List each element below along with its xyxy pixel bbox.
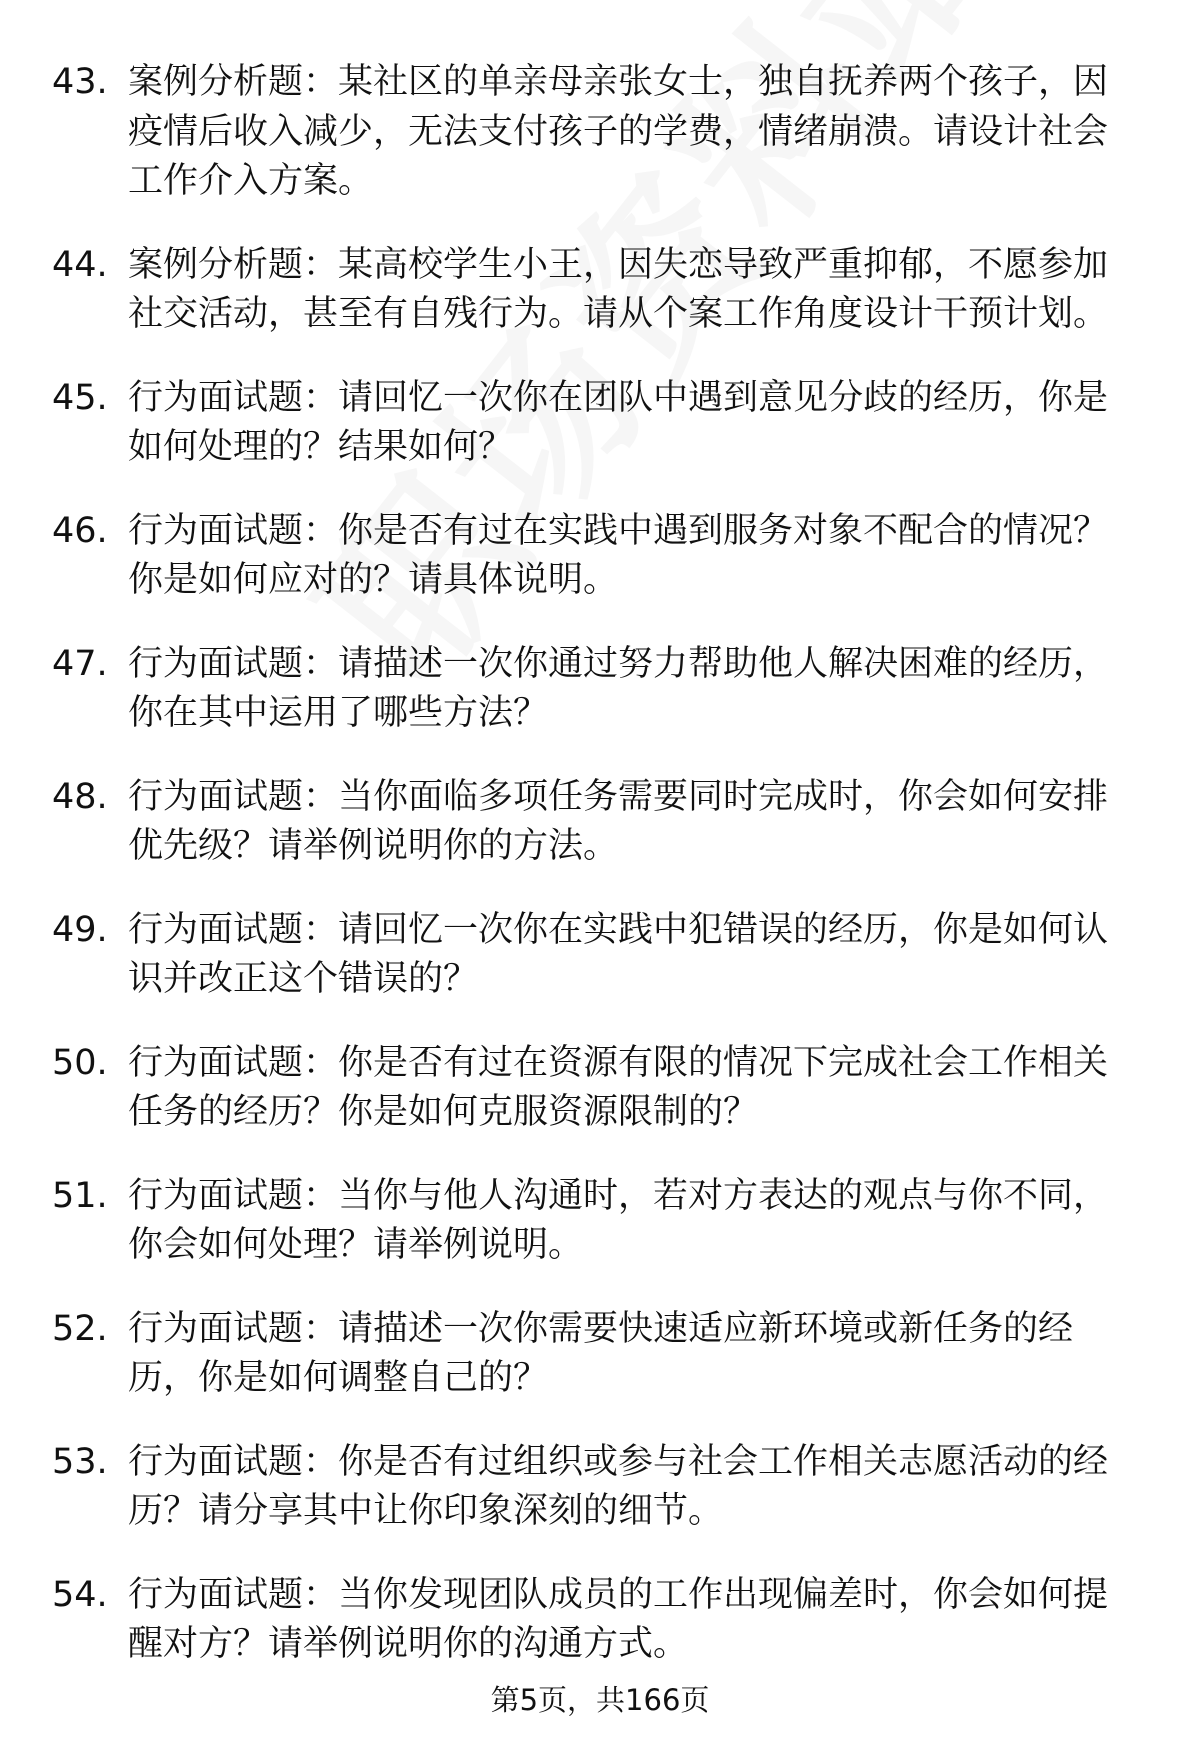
question-number: 47. — [52, 643, 108, 684]
question-number: 54. — [52, 1574, 108, 1615]
question-number: 49. — [52, 909, 108, 950]
question-text: 行为面试题：当你发现团队成员的工作出现偏差时，你会如何提醒对方？请举例说明你的沟通方式。 — [128, 1574, 1109, 1664]
question-number: 44. — [52, 244, 108, 285]
page-footer: 第5页，共166页 — [490, 1683, 710, 1717]
question-text: 行为面试题：请回忆一次你在实践中犯错误的经历，你是如何认识并改正这个错误的？ — [128, 909, 1109, 999]
question-item — [0, 1438, 1200, 1537]
question-number: 50. — [52, 1042, 108, 1083]
question-number: 46. — [52, 510, 108, 551]
question-item — [0, 906, 1200, 1005]
question-item — [0, 1305, 1200, 1404]
question-item — [0, 640, 1200, 739]
question-number: 53. — [52, 1441, 108, 1482]
question-text: 行为面试题：当你面临多项任务需要同时完成时，你会如何安排优先级？请举例说明你的方法。 — [128, 776, 1109, 866]
question-number: 51. — [52, 1175, 108, 1216]
question-text: 案例分析题：某高校学生小王，因失恋导致严重抑郁，不愿参加社交活动，甚至有自残行为。请从个案工作角度设计干预计划。 — [128, 244, 1109, 334]
question-item — [0, 1571, 1200, 1670]
question-item — [0, 1172, 1200, 1271]
question-text: 行为面试题：你是否有过组织或参与社会工作相关志愿活动的经历？请分享其中让你印象深刻的细节。 — [128, 1441, 1109, 1531]
question-item — [0, 507, 1200, 606]
question-text: 行为面试题：请描述一次你通过努力帮助他人解决困难的经历，你在其中运用了哪些方法？ — [128, 643, 1109, 733]
question-list — [0, 58, 1200, 1704]
question-text: 行为面试题：你是否有过在实践中遇到服务对象不配合的情况？你是如何应对的？请具体说明。 — [128, 510, 1109, 600]
question-item — [0, 773, 1200, 872]
question-item — [0, 241, 1200, 340]
question-number: 48. — [52, 776, 108, 817]
question-number: 52. — [52, 1308, 108, 1349]
question-item — [0, 374, 1200, 473]
question-text: 行为面试题：当你与他人沟通时，若对方表达的观点与你不同，你会如何处理？请举例说明。 — [128, 1175, 1109, 1265]
question-item — [0, 1039, 1200, 1138]
question-number: 43. — [52, 62, 108, 102]
question-text: 案例分析题：某社区的单亲母亲张女士，独自抚养两个孩子，因疫情后收入减少，无法支付孩子的学费，情绪崩溃。请设计社会工作介入方案。 — [128, 62, 1109, 201]
question-number: 45. — [52, 377, 108, 418]
question-text: 行为面试题：请描述一次你需要快速适应新环境或新任务的经历，你是如何调整自己的？ — [128, 1308, 1074, 1398]
question-text: 行为面试题：你是否有过在资源有限的情况下完成社会工作相关任务的经历？你是如何克服资源限制的？ — [128, 1042, 1109, 1132]
question-text: 行为面试题：请回忆一次你在团队中遇到意见分歧的经历，你是如何处理的？结果如何？ — [128, 377, 1109, 467]
question-item — [0, 58, 1200, 207]
